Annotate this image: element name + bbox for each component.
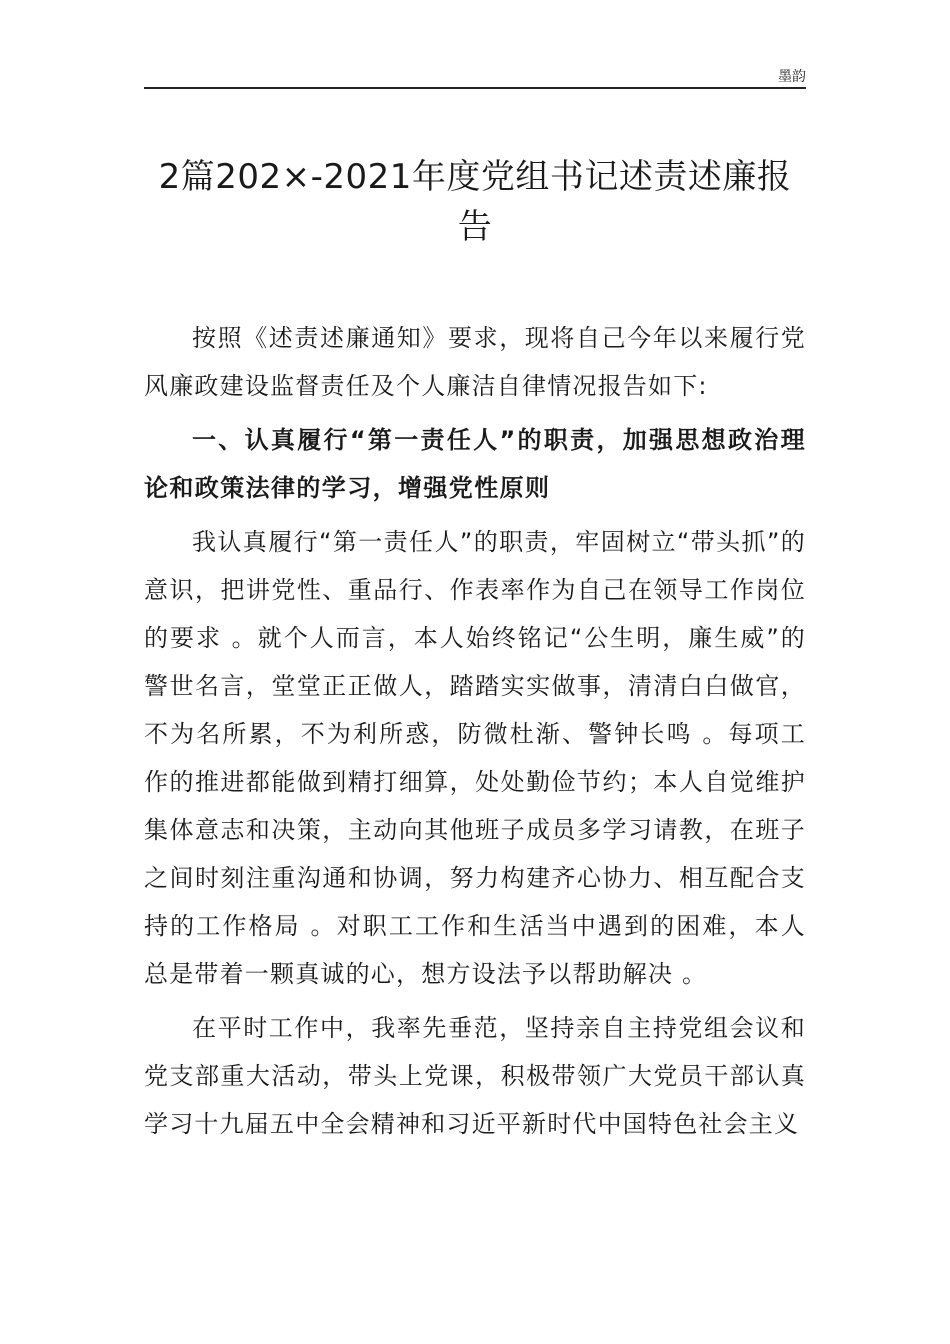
section-heading: 一、认真履行“第一责任人”的职责，加强思想政治理论和政策法律的学习，增强党性原则	[144, 426, 806, 502]
header-label: 墨韵	[778, 69, 806, 85]
document-title: 2篇202×-2021年度党组书记述责述廉报告	[158, 157, 792, 247]
document-body	[144, 314, 806, 1148]
body-paragraph: 在平时工作中，我率先垂范，坚持亲自主持党组会议和党支部重大活动，带头上党课，积极带领广大党员干部认真学习十九届五中全会精神和习近平新时代中国特色社会主义	[144, 1014, 806, 1138]
header-divider	[144, 87, 806, 89]
intro-paragraph: 按照《述责述廉通知》要求，现将自己今年以来履行党风廉政建设监督责任及个人廉洁自律情况报告如下:	[144, 324, 806, 400]
body-paragraph: 我认真履行“第一责任人”的职责，牢固树立“带头抓”的意识，把讲党性、重品行、作表率作为自己在领导工作岗位的要求 。就个人而言，本人始终铭记“公生明，廉生威”的警世名言，堂堂正正做人，踏踏实实做事，清清白白做官，不为名所累，不为利所惑，防微杜渐、警钟长鸣 。每项工作的推进都能做到精打细算，处处勤俭节约；本人自觉维护集体意志和决策，主动向其他班子成员多学习请教，在班子之间时刻注重沟通和协调，努力构建齐心协力、相互配合支持的工作格局 。对职工工作和生活当中遇到的困难，本人总是带着一颗真诚的心，想方设法予以帮助解决 。	[144, 528, 806, 988]
